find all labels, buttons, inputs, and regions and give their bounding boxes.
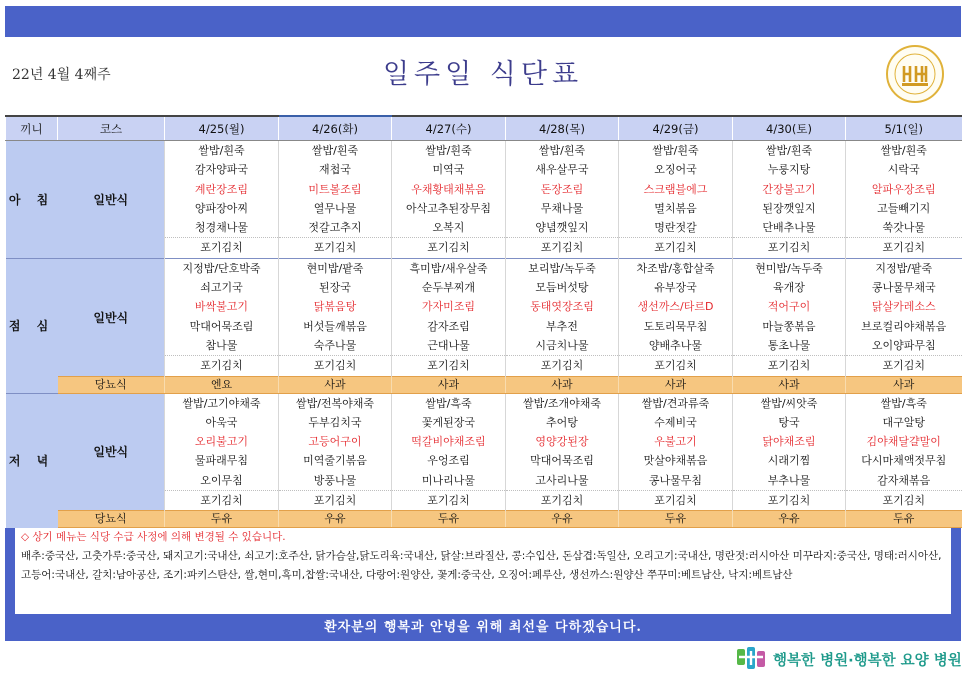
meal-label: 점 심 xyxy=(6,258,58,393)
dish-item: 된장깻잎지 xyxy=(762,201,816,215)
day-menu-cell xyxy=(619,141,733,259)
header-day: 4/27(수) xyxy=(392,116,506,141)
dish-item: 지정밥/팥죽 xyxy=(875,261,933,275)
dish-item: 쌀밥/견과류죽 xyxy=(641,396,710,410)
header-day: 4/30(토) xyxy=(733,116,846,141)
dish-item: 포기김치 xyxy=(733,237,845,257)
diabetic-item: 두유 xyxy=(619,511,733,528)
header-day: 5/1(일) xyxy=(846,116,962,141)
page-title: 일주일 식단표 xyxy=(382,59,584,90)
dish-item: 젓갈고추지 xyxy=(308,221,362,235)
dish-item: 근대나물 xyxy=(427,338,470,352)
dish-item: 순두부찌개 xyxy=(421,281,476,295)
day-menu-cell xyxy=(165,141,279,259)
dish-item: 쌀밥/흑죽 xyxy=(425,396,472,410)
dish-item: 쌀밥/흰죽 xyxy=(198,144,245,157)
diabetic-item: 우유 xyxy=(506,511,619,528)
dish-item: 차조밥/홍합살죽 xyxy=(636,261,715,275)
dish-item: 포기김치 xyxy=(506,237,618,257)
header-day: 4/25(월) xyxy=(165,116,279,141)
dish-item: 포기김치 xyxy=(165,490,278,510)
main-dish: 오리불고기 xyxy=(194,435,249,449)
dish-item: 쌀밥/전복야채죽 xyxy=(295,396,375,410)
dish-item: 쌀밥/고기야채죽 xyxy=(182,396,261,410)
dish-item: 수제비국 xyxy=(654,415,697,429)
diabetic-item: 사과 xyxy=(733,376,846,393)
dish-item: 쌀밥/씨앗죽 xyxy=(760,396,818,410)
top-banner xyxy=(5,6,961,37)
dish-item: 무채나물 xyxy=(540,201,584,215)
dish-item: 현미밥/녹두죽 xyxy=(755,261,823,275)
dish-item: 유부장국 xyxy=(654,281,697,295)
diabetic-item: 우유 xyxy=(733,511,846,528)
dish-item: 포기김치 xyxy=(279,355,391,375)
hospital-seal-icon xyxy=(885,44,945,104)
change-notice: ◇ 상기 메뉴는 식당 수급 사정에 의해 변경될 수 있습니다. xyxy=(21,531,286,543)
dish-item: 포기김치 xyxy=(619,237,732,257)
main-dish: 돈장조림 xyxy=(540,182,584,196)
dish-item: 청경채나물 xyxy=(194,221,249,235)
day-menu-cell xyxy=(733,141,846,259)
dish-item: 단배추나물 xyxy=(762,221,816,235)
dish-item: 고들빼기지 xyxy=(877,201,931,215)
dish-item: 콩나물무채국 xyxy=(871,281,936,295)
dish-item: 현미밥/팥죽 xyxy=(306,261,364,275)
main-dish: 닭야채조림 xyxy=(762,435,816,449)
course-label: 일반식 xyxy=(58,393,165,511)
dish-item: 막대어묵조림 xyxy=(530,454,594,468)
dish-item: 포기김치 xyxy=(619,490,732,510)
dish-item: 누룽지탕 xyxy=(767,163,811,177)
dish-item: 재첩국 xyxy=(319,163,351,177)
dish-item: 미나리나물 xyxy=(421,473,476,487)
day-menu-cell xyxy=(619,393,733,511)
dish-item: 포기김치 xyxy=(846,237,962,257)
dish-item: 된장국 xyxy=(319,281,351,295)
dish-item: 쌀밥/흰죽 xyxy=(652,144,699,157)
header-day: 4/29(금) xyxy=(619,116,733,141)
dish-item: 쌀밥/흰죽 xyxy=(765,144,813,157)
dish-item: 방풍나물 xyxy=(313,473,357,487)
dish-item: 감자채볶음 xyxy=(877,473,931,487)
dish-item: 대구알탕 xyxy=(882,415,925,429)
dish-item: 쌀밥/흰죽 xyxy=(880,144,927,157)
dish-item: 새우살무국 xyxy=(535,163,589,177)
meal-row xyxy=(6,258,962,376)
header-day: 4/28(목) xyxy=(506,116,619,141)
dish-item: 포기김치 xyxy=(846,490,962,510)
dish-item: 추어탕 xyxy=(546,415,578,429)
dish-item: 감자조림 xyxy=(427,319,470,333)
dish-item: 미역국 xyxy=(432,163,465,177)
dish-item: 부추나물 xyxy=(767,473,811,487)
diabetic-item: 두유 xyxy=(392,511,506,528)
day-menu-cell xyxy=(506,141,619,259)
diabetic-row xyxy=(6,376,962,393)
day-menu-cell xyxy=(733,258,846,376)
dish-item: 다시마채액젓무침 xyxy=(861,454,947,468)
main-dish: 고등어구이 xyxy=(308,435,362,449)
dish-item: 시금치나물 xyxy=(535,338,589,352)
diabetic-item: 사과 xyxy=(392,376,506,393)
dish-item: 막대어묵조림 xyxy=(189,319,254,333)
table-header-row xyxy=(6,116,962,141)
dish-item: 양배추나물 xyxy=(648,338,703,352)
hospital-logo xyxy=(735,645,960,673)
course-label: 일반식 xyxy=(58,258,165,376)
weekly-menu-table xyxy=(5,115,962,528)
main-dish: 적어구이 xyxy=(767,300,811,314)
main-dish: 닭볶음탕 xyxy=(313,300,357,314)
diabetic-item: 사과 xyxy=(619,376,733,393)
dish-item: 쑥갓나물 xyxy=(882,221,925,235)
dish-item: 포기김치 xyxy=(619,355,732,375)
main-dish: 우불고기 xyxy=(654,435,697,449)
origin-info: 배추:중국산, 고춧가루:중국산, 돼지고기:국내산, 쇠고기:호주산, 닭가슴살,닭도리육:국내산, 닭살:브라질산, 콩:수입산, 돈삼겹:독일산, 오리고기:국내산, 명란젓:러시아산 미꾸라지:중국산, 명태:러시아산, 고등어:국내산, 갈치:남아공산, 조기:파키스탄산, 쌀,현미,흑미,찹쌀:국내산, 다랑어:원양산, 꽃게:중국산, 오징어:페루산, 생선까스:원양산 쭈꾸미:베트남산, 낙지:베트남산 xyxy=(21,550,942,581)
dish-item: 포기김치 xyxy=(506,355,618,375)
diabetic-item: 사과 xyxy=(846,376,962,393)
day-menu-cell xyxy=(165,393,279,511)
day-menu-cell xyxy=(279,141,392,259)
dish-item: 육개장 xyxy=(773,281,805,295)
dish-item: 쌀밥/흰죽 xyxy=(538,144,586,157)
main-dish: 가자미조림 xyxy=(421,300,476,314)
dish-item: 참나물 xyxy=(205,338,238,352)
dish-item: 쌀밥/조개야채죽 xyxy=(522,396,602,410)
diabetic-item: 두유 xyxy=(165,511,279,528)
day-menu-cell xyxy=(846,393,962,511)
dish-item: 도토리묵무침 xyxy=(643,319,708,333)
dish-item: 통초나물 xyxy=(767,338,811,352)
dish-item: 포기김치 xyxy=(165,355,278,375)
dish-item: 쇠고기국 xyxy=(200,281,243,295)
meal-label: 아 침 xyxy=(6,141,58,259)
diabetic-row xyxy=(6,511,962,528)
diabetic-item: 엔요 xyxy=(165,376,279,393)
main-dish: 닭살카레소스 xyxy=(871,300,936,314)
day-menu-cell xyxy=(392,141,506,259)
dish-item: 감자양파국 xyxy=(194,163,249,177)
day-menu-cell xyxy=(846,258,962,376)
dish-item: 브로컬리야채볶음 xyxy=(861,319,947,333)
diabetic-item: 사과 xyxy=(506,376,619,393)
diabetic-item: 사과 xyxy=(279,376,392,393)
day-menu-cell xyxy=(506,258,619,376)
dish-item: 탕국 xyxy=(778,415,800,429)
meal-label: 저 녁 xyxy=(6,393,58,528)
dish-item: 고사리나물 xyxy=(535,473,589,487)
day-menu-cell xyxy=(279,258,392,376)
dish-item: 부추전 xyxy=(546,319,578,333)
dish-item: 포기김치 xyxy=(279,490,391,510)
dish-item: 양파장아찌 xyxy=(194,201,249,215)
dish-item: 두부김치국 xyxy=(308,415,362,429)
day-menu-cell xyxy=(392,393,506,511)
dish-item: 쌀밥/흰죽 xyxy=(311,144,359,157)
day-menu-cell xyxy=(619,258,733,376)
dish-item: 명란젓갈 xyxy=(654,221,697,235)
main-dish: 영양강된장 xyxy=(535,435,589,449)
meal-row xyxy=(6,141,962,259)
dish-item: 보리밥/녹두죽 xyxy=(528,261,596,275)
dish-item: 콩나물무침 xyxy=(648,473,703,487)
main-dish: 바싹불고기 xyxy=(194,300,249,314)
main-dish: 간장불고기 xyxy=(762,182,816,196)
dish-item: 꽃게된장국 xyxy=(421,415,476,429)
main-dish: 미트볼조림 xyxy=(308,182,362,196)
main-dish: 동태엿장조림 xyxy=(530,300,594,314)
dish-item: 시래기찜 xyxy=(767,454,811,468)
dish-item: 쌀밥/흰죽 xyxy=(425,144,472,157)
dish-item: 포기김치 xyxy=(392,237,505,257)
main-dish: 김야채달걀말이 xyxy=(866,435,941,449)
footer-slogan: 환자분의 행복과 안녕을 위해 최선을 다하겠습니다. xyxy=(5,614,961,641)
main-dish: 알파우장조림 xyxy=(871,182,936,196)
day-menu-cell xyxy=(733,393,846,511)
dish-item: 멸치볶음 xyxy=(654,201,697,215)
day-menu-cell xyxy=(279,393,392,511)
dish-item: 아삭고추된장무침 xyxy=(405,201,491,215)
dish-item: 시락국 xyxy=(887,163,920,177)
dish-item: 포기김치 xyxy=(733,490,845,510)
dish-item: 포기김치 xyxy=(506,490,618,510)
dish-item: 아욱국 xyxy=(205,415,238,429)
main-dish: 계란장조림 xyxy=(194,182,249,196)
dish-item: 열무나물 xyxy=(313,201,357,215)
dish-item: 오이양파무침 xyxy=(871,338,936,352)
notes-panel xyxy=(5,528,961,614)
hospital-logo-text: 행복한 병원·행복한 요양 병원 xyxy=(773,653,962,669)
dish-item: 포기김치 xyxy=(392,355,505,375)
main-dish: 우채황태채볶음 xyxy=(411,182,486,196)
dish-item: 포기김치 xyxy=(165,237,278,257)
dish-item: 포기김치 xyxy=(846,355,962,375)
diabetic-item: 두유 xyxy=(846,511,962,528)
dish-item: 마늘쫑볶음 xyxy=(762,319,816,333)
header-course: 코스 xyxy=(58,116,165,141)
main-dish: 떡갈비야채조림 xyxy=(411,435,486,449)
dish-item: 우엉조림 xyxy=(427,454,470,468)
meal-row xyxy=(6,393,962,511)
dish-item: 오이무침 xyxy=(200,473,243,487)
dish-item: 모듬버섯탕 xyxy=(535,281,589,295)
week-label: 22년 4월 4째주 xyxy=(12,67,111,83)
course-label: 일반식 xyxy=(58,141,165,259)
diabetic-label: 당뇨식 xyxy=(58,511,165,528)
dish-item: 숙주나물 xyxy=(313,338,357,352)
header-meal: 끼니 xyxy=(6,116,58,141)
dish-item: 오복지 xyxy=(432,221,465,235)
main-dish: 생선까스/타르D xyxy=(637,300,714,314)
dish-item: 버섯들깨볶음 xyxy=(303,319,367,333)
main-dish: 스크램블에그 xyxy=(643,182,708,196)
day-menu-cell xyxy=(165,258,279,376)
header-day: 4/26(화) xyxy=(279,116,392,141)
day-menu-cell xyxy=(392,258,506,376)
dish-item: 지정밥/단호박죽 xyxy=(182,261,261,275)
hospital-logo-icon xyxy=(735,645,769,673)
dish-item: 흑미밥/새우살죽 xyxy=(409,261,488,275)
diabetic-label: 당뇨식 xyxy=(58,376,165,393)
dish-item: 포기김치 xyxy=(392,490,505,510)
dish-item: 포기김치 xyxy=(733,355,845,375)
dish-item: 쌀밥/흑죽 xyxy=(880,396,927,410)
dish-item: 물파래무침 xyxy=(194,454,249,468)
day-menu-cell xyxy=(506,393,619,511)
diabetic-item: 우유 xyxy=(279,511,392,528)
dish-item: 양념깻잎지 xyxy=(535,221,589,235)
day-menu-cell xyxy=(846,141,962,259)
dish-item: 포기김치 xyxy=(279,237,391,257)
dish-item: 오징어국 xyxy=(654,163,697,177)
dish-item: 미역줄기볶음 xyxy=(303,454,367,468)
dish-item: 맛살야채볶음 xyxy=(643,454,708,468)
